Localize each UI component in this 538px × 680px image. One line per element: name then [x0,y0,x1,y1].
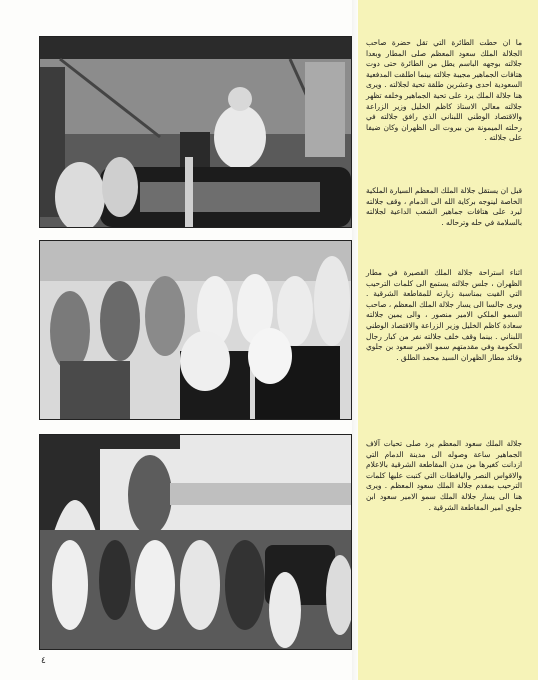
photo-dammam-crowd [39,434,352,650]
caption-arrival: ما ان حطت الطائرة التي تقل حضرة صاحب الجلالة الملك سعود المعظم صلى المطار وبعدا جلالته بوجهه الباسم يطل من الطائرة حتى دوت هتافات الجماهير مجيبة جلالته بينما اطلقت المدفعية السعودية احدى وعشرين طلقة تحية لجلالته . ويرى هنا جلالة الملك يرد على تحية الجماهير وخلفه تظهر جلالته معالي الاستاذ كاظم الخليل وزير الزراعة والاقتصاد الوطني اللبناني الذي رافق جلالته في رحلته الميمونة من بيروت الى الظهران وكان ضيفا على جلالته . [366,38,522,143]
caption-rest-at-airport: اثناء استراحة جلالة الملك القصيرة في مطار الظهران ، جلس جلالته يستمع الى كلمات الترحيب التي القيت بمناسبة زيارته للمقاطعة الشرقية . ويرى جالسا الى يسار جلالة الملك المعظم ، صاحب السمو الملكي الامير منصور ، والى يمين جلالته سعادة كاظم الخليل وزير الزراعة والاقتصاد الوطني اللبناني . بينما وقف خلف جلالته نفر من كبار رجال الحكومة وفي مقدمتهم سمو الامير سعود بن جلوي وقائد مطار الظهران السيد محمد الطلق . [366,268,522,362]
photo-2-illustration [40,241,351,419]
photo-1-illustration [40,37,351,227]
caption-dammam-welcome: جلالة الملك سعود المعظم يرد صلى تحيات آلاف الجماهير ساعة وصوله الى مدينة الدمام التي ازدانت كغيرها من مدن المقاطعة الشرقية بالاعلام والاقواس النصر واليافطات التي كتبت عليها كلمات الترحيب بمقدم جلالة الملك سعود المعظم . ويرى هنا الى يسار جلالة الملك سمو الامير سعود ابن جلوي امير المقاطعة الشرقية . [366,439,522,512]
photo-king-arrival-car [39,36,352,228]
photo-3-illustration [40,435,351,649]
photo-seated-dignitaries [39,240,352,420]
page-number: ٤ [41,656,46,666]
page-crease-shadow [352,0,358,680]
caption-departure-car: قبل ان يستقل جلالة الملك المعظم السيارة الملكية الخاصة لينوجه بركاية الله الى الدمام ، وقف جلالته ليرد على هتافات جماهير الشعب الداعية لجلالته بالسلامة في حله وترحاله . [366,186,522,227]
